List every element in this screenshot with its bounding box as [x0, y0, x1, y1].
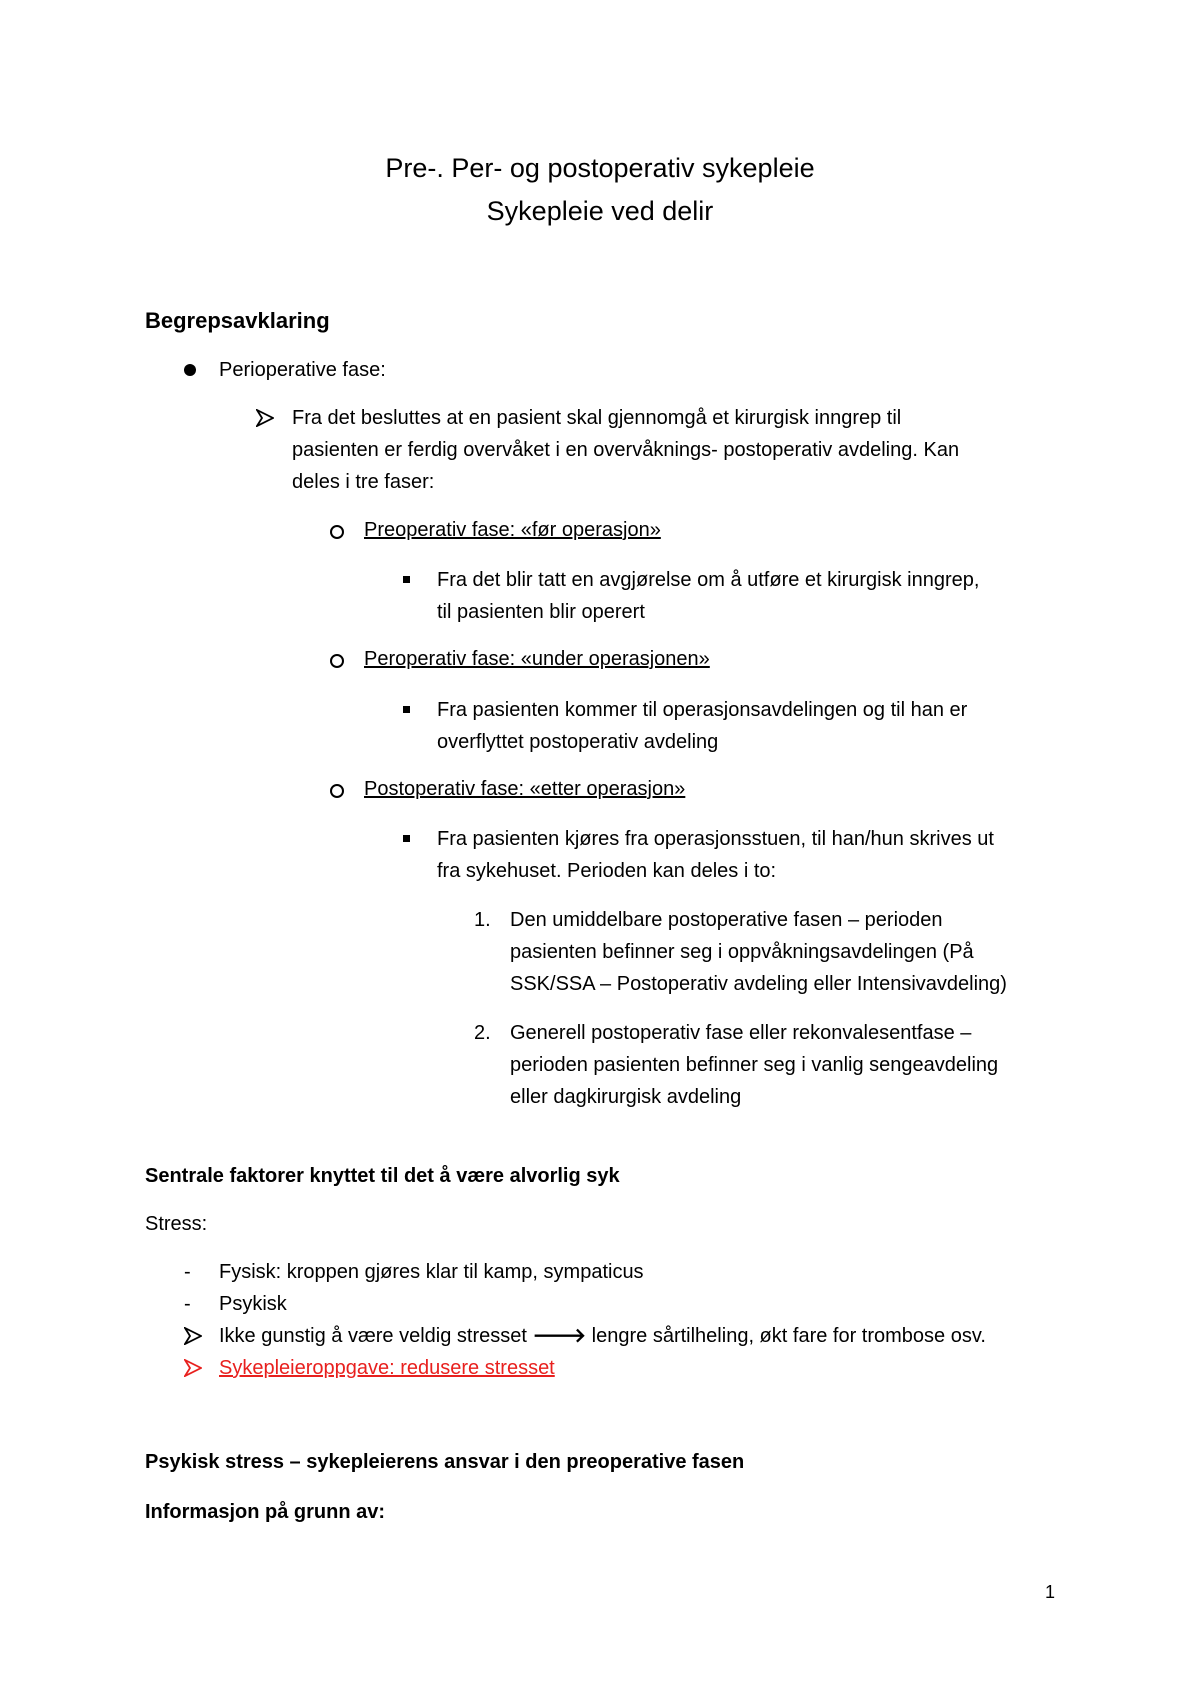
list-number: 1.: [474, 909, 491, 931]
phase-detail-line: til pasienten blir operert: [437, 601, 645, 623]
arrow-bullet-icon-red: [184, 1359, 202, 1377]
section-heading-psykisk-stress: Psykisk stress – sykepleierens ansvar i den preoperative fasen: [145, 1451, 745, 1473]
arrow-text-line: Fra det besluttes at en pasient skal gjennomgå et kirurgisk inngrep til: [292, 407, 902, 429]
circle-bullet-icon: [330, 784, 344, 798]
nursing-task-highlight: Sykepleieroppgave: redusere stresset: [219, 1357, 555, 1379]
arrow-text-line: deles i tre faser:: [292, 471, 435, 493]
circle-bullet-icon: [330, 525, 344, 539]
dash-bullet-icon: -: [184, 1261, 191, 1283]
list-number: 2.: [474, 1022, 491, 1044]
numbered-item-line: SSK/SSA – Postoperativ avdeling eller Intensivavdeling): [510, 973, 1007, 995]
inline-arrow-icon: 🡒: [532, 1325, 587, 1347]
numbered-item-line: Generell postoperativ fase eller rekonvalesentfase –: [510, 1022, 972, 1044]
document-subtitle: Sykepleie ved delir: [486, 196, 714, 226]
arrow-item-text-b: lengre sårtilheling, økt fare for trombose osv.: [586, 1325, 986, 1347]
bullet-text: Perioperative fase:: [219, 359, 386, 381]
phase-detail-line: Fra pasienten kjøres fra operasjonsstuen, til han/hun skrives ut: [437, 828, 994, 850]
dash-item: Fysisk: kroppen gjøres klar til kamp, sympaticus: [219, 1261, 644, 1283]
phase-label: Preoperativ fase: «før operasjon»: [364, 519, 661, 541]
arrow-bullet-icon: [184, 1327, 202, 1345]
dash-item: Psykisk: [219, 1293, 287, 1315]
arrow-item-text-a: Ikke gunstig å være veldig stresset: [219, 1325, 533, 1347]
stress-label: Stress:: [145, 1213, 208, 1235]
numbered-item-line: pasienten befinner seg i oppvåkningsavdelingen (På: [510, 941, 974, 963]
phase-label: Postoperativ fase: «etter operasjon»: [364, 778, 686, 800]
phase-detail-line: Fra det blir tatt en avgjørelse om å utføre et kirurgisk inngrep,: [437, 569, 980, 591]
arrow-bullet-icon: [256, 409, 274, 427]
numbered-item-line: Den umiddelbare postoperative fasen – perioden: [510, 909, 943, 931]
phase-label: Peroperativ fase: «under operasjonen»: [364, 648, 710, 670]
dash-bullet-icon: -: [184, 1293, 191, 1315]
bullet-icon: [184, 364, 196, 376]
phase-detail-line: fra sykehuset. Perioden kan deles i to:: [437, 860, 777, 882]
section-subheading-informasjon: Informasjon på grunn av:: [145, 1501, 386, 1523]
numbered-item-line: eller dagkirurgisk avdeling: [510, 1086, 742, 1108]
section-heading-sentrale-faktorer: Sentrale faktorer knyttet til det å være alvorlig syk: [145, 1165, 620, 1187]
square-bullet-icon: [403, 576, 410, 583]
section-heading-begrepsavklaring: Begrepsavklaring: [145, 308, 330, 333]
square-bullet-icon: [403, 706, 410, 713]
document-title: Pre-. Per- og postoperativ sykepleie: [385, 153, 815, 183]
circle-bullet-icon: [330, 654, 344, 668]
square-bullet-icon: [403, 835, 410, 842]
phase-detail-line: Fra pasienten kommer til operasjonsavdelingen og til han er: [437, 699, 968, 721]
arrow-item: [219, 1320, 986, 1352]
page-number: 1: [1045, 1582, 1056, 1602]
arrow-text-line: pasienten er ferdig overvåket i en overvåknings- postoperativ avdeling. Kan: [292, 439, 960, 461]
numbered-item-line: perioden pasienten befinner seg i vanlig sengeavdeling: [510, 1054, 999, 1076]
phase-detail-line: overflyttet postoperativ avdeling: [437, 731, 719, 753]
